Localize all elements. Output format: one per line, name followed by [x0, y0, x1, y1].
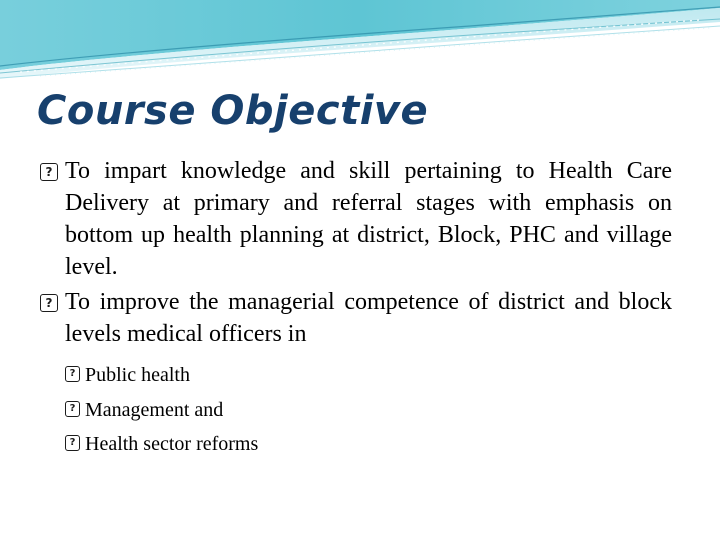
header-wave-decoration	[0, 0, 720, 90]
sub-item-text: Health sector reforms	[85, 433, 259, 455]
sub-list-item	[65, 427, 672, 462]
bullet-text: To improve the managerial competence of district and block levels medical officers in	[65, 289, 672, 347]
objective-list	[40, 155, 672, 462]
bullet-text: To impart knowledge and skill pertaining to Health Care Delivery at primary and referral stages with emphasis on bottom up health planning at district, Block, PHC and village level.	[65, 158, 672, 280]
sub-list-item	[65, 358, 672, 393]
list-item	[40, 155, 672, 283]
slide-title: Course Objective	[37, 88, 429, 134]
sub-list-item	[65, 393, 672, 428]
bullet-icon: ?	[40, 294, 58, 312]
sub-list	[65, 358, 672, 462]
sub-item-text: Management and	[85, 398, 224, 421]
bullet-icon: ?	[65, 366, 80, 382]
bullet-icon: ?	[65, 435, 80, 451]
sub-item-text: Public health	[85, 364, 190, 386]
bullet-icon: ?	[65, 401, 80, 417]
bullet-icon: ?	[40, 163, 58, 181]
list-item	[40, 286, 672, 462]
